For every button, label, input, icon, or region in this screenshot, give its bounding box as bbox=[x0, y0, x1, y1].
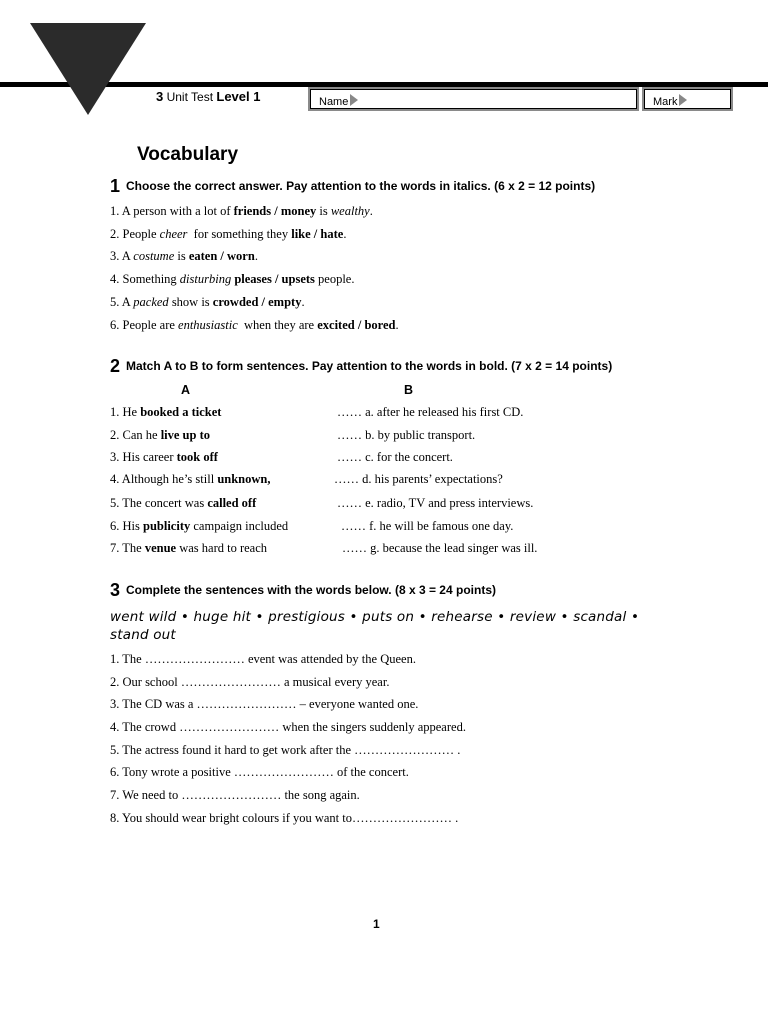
section-title: Vocabulary bbox=[137, 144, 239, 165]
mark-label: Mark bbox=[653, 94, 687, 108]
q2-item-a: 2. Can he live up to bbox=[110, 428, 210, 442]
q3-item: 6. Tony wrote a positive …………………… of the concert. bbox=[110, 765, 409, 779]
q1-item: 2. People cheer for something they like / hate. bbox=[110, 227, 347, 241]
q3-item: 1. The …………………… event was attended by the Queen. bbox=[110, 652, 416, 666]
q2-item-b: …… b. by public transport. bbox=[337, 428, 476, 442]
q2-item-a: 5. The concert was called off bbox=[110, 496, 257, 510]
name-label: Name bbox=[319, 94, 358, 108]
q1-heading bbox=[110, 176, 595, 197]
q2-item-a: 1. He booked a ticket bbox=[110, 405, 222, 419]
unit-number: 3 bbox=[156, 89, 164, 104]
q1-item: 6. People are enthusiastic when they are excited / bored. bbox=[110, 318, 399, 332]
triangle-logo bbox=[30, 23, 146, 115]
q2-item-b: …… g. because the lead singer was ill. bbox=[342, 541, 538, 555]
arrow-right-icon bbox=[350, 94, 358, 106]
q1-item: 1. A person with a lot of friends / money is wealthy. bbox=[110, 204, 373, 218]
q3-item: 7. We need to …………………… the song again. bbox=[110, 788, 360, 802]
word-bank: went wild • huge hit • prestigious • puts on • rehearse • review • scandal • stand out bbox=[110, 609, 640, 643]
level-text: Level 1 bbox=[216, 89, 261, 104]
q2-item-a: 7. The venue was hard to reach bbox=[110, 541, 268, 555]
unit-text: Unit Test bbox=[166, 90, 214, 104]
q2-instruction: Match A to B to form sentences. Pay attention to the words in bold. (7 x 2 = 14 points) bbox=[126, 359, 613, 373]
q1-instruction: Choose the correct answer. Pay attention to the words in italics. (6 x 2 = 12 points) bbox=[126, 179, 596, 193]
q3-item: 5. The actress found it hard to get work after the …………………… . bbox=[110, 743, 461, 757]
q2-item-a: 3. His career took off bbox=[110, 450, 218, 464]
q2-heading bbox=[110, 356, 612, 377]
unit-title bbox=[156, 89, 260, 104]
q2-item-a: 6. His publicity campaign included bbox=[110, 519, 289, 533]
q3-item: 8. You should wear bright colours if you want to…………………… . bbox=[110, 811, 459, 825]
q1-item: 5. A packed show is crowded / empty. bbox=[110, 295, 305, 309]
q2-item-b: …… c. for the concert. bbox=[337, 450, 453, 464]
q3-item: 3. The CD was a …………………… – everyone wanted one. bbox=[110, 697, 419, 711]
q3-number: 3 bbox=[110, 580, 121, 600]
q2-number: 2 bbox=[110, 356, 121, 376]
q2-item-b: …… f. he will be famous one day. bbox=[341, 519, 514, 533]
q1-item: 4. Something disturbing pleases / upsets people. bbox=[110, 272, 355, 286]
q3-item: 4. The crowd …………………… when the singers suddenly appeared. bbox=[110, 720, 466, 734]
column-a-heading: A bbox=[181, 383, 191, 397]
page-number: 1 bbox=[373, 917, 380, 931]
mark-field[interactable] bbox=[642, 87, 733, 111]
name-field[interactable] bbox=[308, 87, 639, 111]
q3-instruction: Complete the sentences with the words below. (8 x 3 = 24 points) bbox=[126, 583, 496, 597]
q3-heading bbox=[110, 580, 496, 601]
q2-item-a: 4. Although he’s still unknown, bbox=[110, 472, 271, 486]
arrow-right-icon bbox=[679, 94, 687, 106]
q2-item-b: …… e. radio, TV and press interviews. bbox=[337, 496, 534, 510]
q2-item-b: …… d. his parents’ expectations? bbox=[334, 472, 503, 486]
q1-item: 3. A costume is eaten / worn. bbox=[110, 249, 258, 263]
q2-item-b: …… a. after he released his first CD. bbox=[337, 405, 524, 419]
q3-item: 2. Our school …………………… a musical every year. bbox=[110, 675, 390, 689]
q1-number: 1 bbox=[110, 176, 121, 196]
column-b-heading: B bbox=[404, 383, 414, 397]
